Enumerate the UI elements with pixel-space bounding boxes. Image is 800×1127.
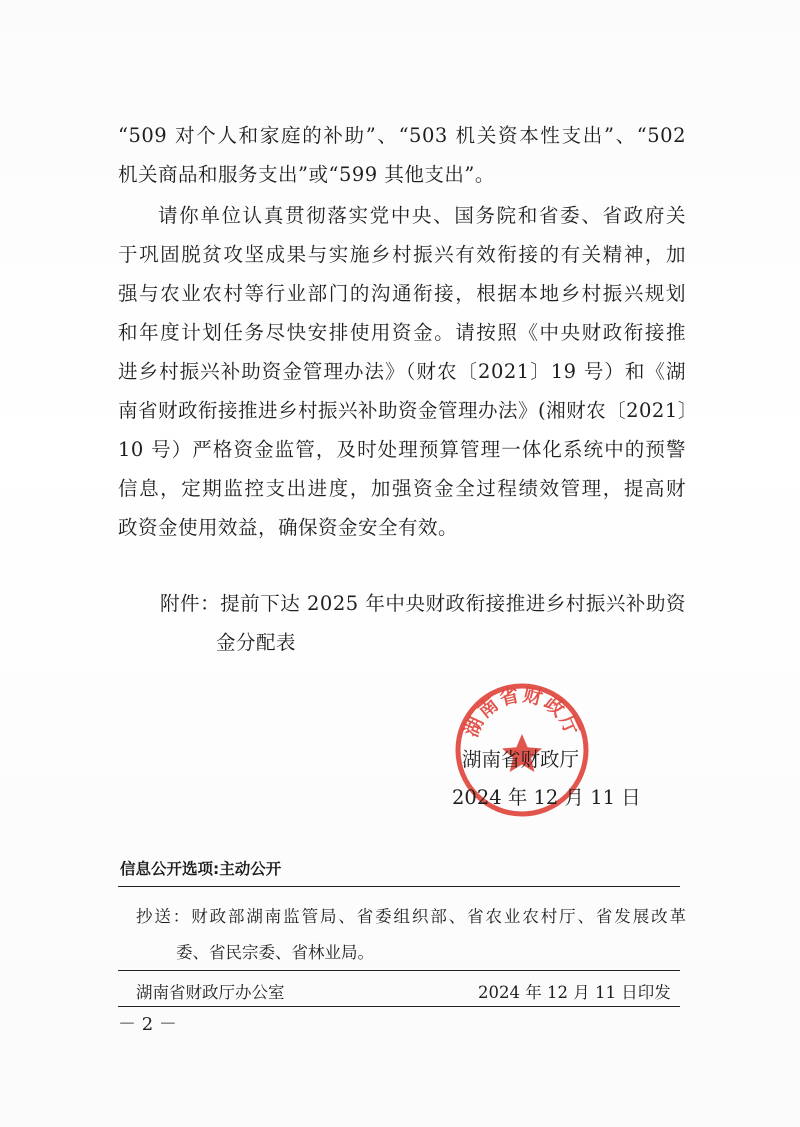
body-line: 于巩固脱贫攻坚成果与实施乡村振兴有效衔接的有关精神，加: [118, 243, 686, 266]
print-date: 2024 年 12 月 11 日印发: [478, 983, 671, 1002]
body-line: 信息，定期监控支出进度，加强资金全过程绩效管理，提高财: [118, 477, 686, 500]
divider-bottom: [118, 1006, 680, 1007]
body-line: 10 号）严格资金监管，及时处理预算管理一体化系统中的预警: [118, 438, 686, 461]
issuing-office: 湖南省财政厅办公室: [136, 983, 285, 1002]
body-line: “509 对个人和家庭的补助”、“503 机关资本性支出”、“502: [118, 124, 686, 147]
body-line: 进乡村振兴补助资金管理办法》（财农〔2021〕19 号）和《湖: [118, 360, 686, 383]
cc-line: 抄送：财政部湖南监管局、省委组织部、省农业农村厅、省发展改革: [136, 907, 686, 926]
attachment-line: 金分配表: [216, 631, 297, 654]
body-line: 请你单位认真贯彻落实党中央、国务院和省委、省政府关: [158, 204, 686, 227]
signing-date: 2024 年 12 月 11 日: [452, 786, 641, 809]
body-line: 和年度计划任务尽快安排使用资金。请按照《中央财政衔接推: [118, 321, 686, 344]
body-line: 强与农业农村等行业部门的沟通衔接，根据本地乡村振兴规划: [118, 282, 686, 305]
signing-organization: 湖南省财政厅: [462, 748, 580, 771]
divider-top: [118, 886, 680, 887]
body-line: 机关商品和服务支出”或“599 其他支出”。: [118, 163, 495, 186]
body-line: 南省财政衔接推进乡村振兴补助资金管理办法》(湘财农〔2021〕: [118, 399, 698, 422]
disclosure-option: 信息公开选项:主动公开: [120, 860, 282, 878]
divider-middle: [118, 970, 680, 971]
body-line: 政资金使用效益，确保资金安全有效。: [118, 516, 459, 539]
seal-text: 湖南省财政厅: [460, 683, 584, 741]
cc-line: 委、省民宗委、省林业局。: [176, 943, 374, 962]
page-number: － 2 －: [118, 1014, 177, 1035]
attachment-line: 附件：提前下达 2025 年中央财政衔接推进乡村振兴补助资: [160, 592, 686, 615]
svg-text:湖南省财政厅: [459, 683, 583, 740]
